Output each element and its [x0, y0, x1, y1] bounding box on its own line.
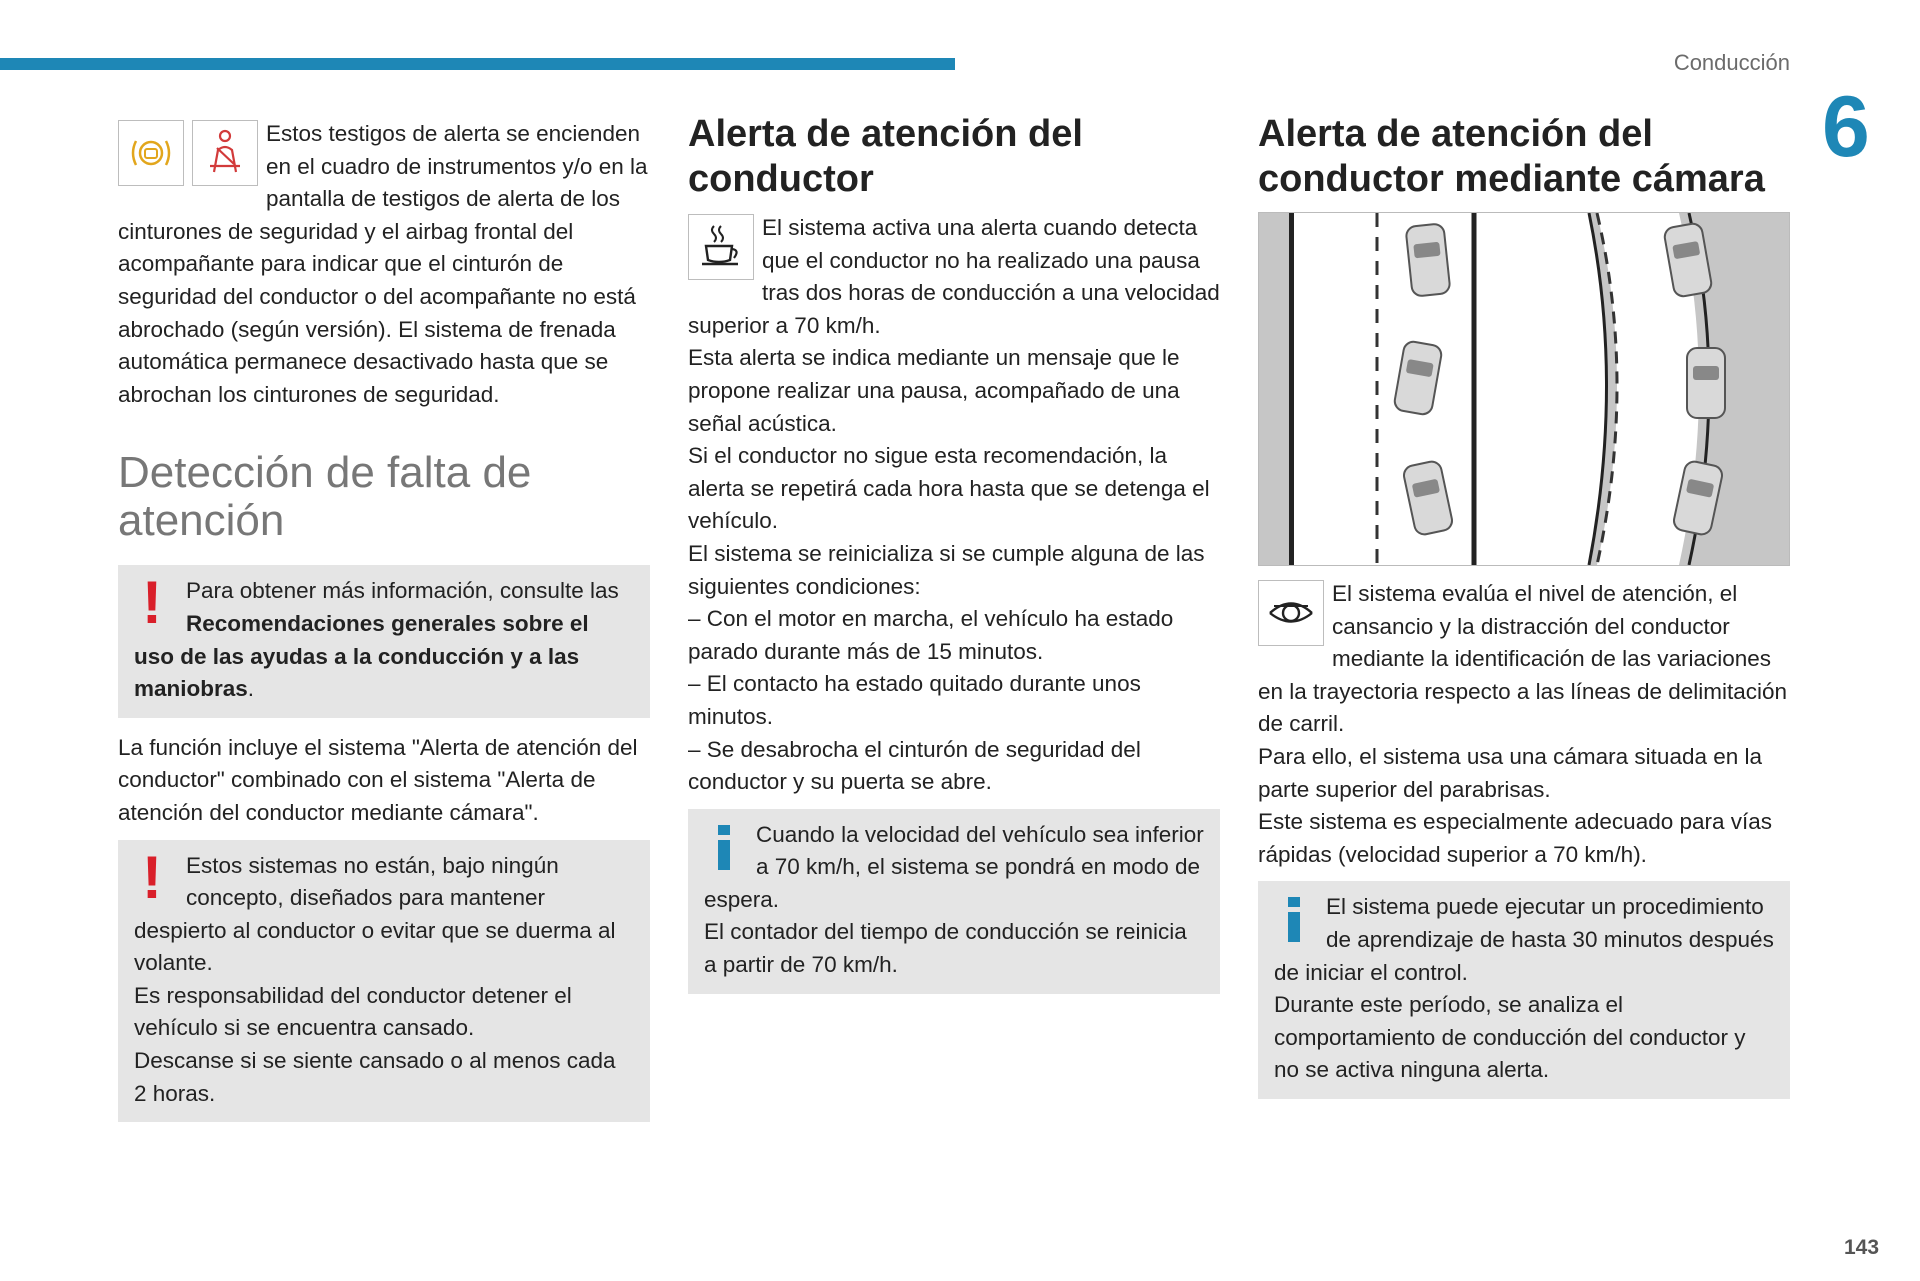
- heading-driver-attention: Alerta de atención del conductor: [688, 113, 1083, 200]
- heading-inattention: Detección de falta de atención: [118, 448, 532, 546]
- warning2-line3: Descanse si se siente cansado o al menos cada 2 horas.: [134, 1048, 616, 1106]
- info3-line2: Durante este período, se analiza el comportamiento de conducción del conductor y no se activa ninguna alerta.: [1274, 992, 1746, 1083]
- eye-camera-icon: [1258, 580, 1324, 646]
- page-number: 143: [1844, 1236, 1880, 1259]
- col3-p3: Este sistema es especialmente adecuado para vías rápidas (velocidad superior a 70 km/h).: [1258, 809, 1773, 867]
- warning2-line1: Estos sistemas no están, bajo ningún concepto, diseñados para mantener despierto al conductor o evitar que se duerma al volante.: [134, 852, 616, 976]
- col2-p2: Esta alerta se indica mediante un mensaje que le propone realizar una pausa, acompañado de una señal acústica.: [688, 345, 1180, 436]
- col2-p4: El sistema se reinicializa si se cumple alguna de las siguientes condiciones:: [688, 540, 1205, 599]
- column-3: [1258, 112, 1790, 1113]
- seatbelt-warning-icon: [118, 120, 184, 186]
- passenger-seatbelt-icon: [192, 120, 258, 186]
- column-1: [118, 118, 650, 1136]
- col3-p1: El sistema evalúa el nivel de atención, el cansancio y la distracción del conductor mediante la identificación de las variaciones en la trayectoria respecto a las líneas de delimitación de carril.: [1258, 581, 1788, 737]
- reset-condition-1: – Con el motor en marcha, el vehículo ha estado parado durante más de 15 minutos.: [688, 606, 1174, 664]
- info-icon: [704, 819, 756, 877]
- warning1-end: .: [247, 676, 255, 702]
- warning2-line2: Es responsabilidad del conductor detener el vehículo si se encuentra cansado.: [134, 982, 572, 1041]
- col2-p1: El sistema activa una alerta cuando detecta que el conductor no ha realizado una pausa tras dos horas de conducción a una velocidad superior a 70 km/h.: [688, 215, 1220, 338]
- info2-line1: Cuando la velocidad del vehículo sea inferior a 70 km/h, el sistema se pondrá en modo de espera.: [704, 821, 1204, 912]
- header-accent-bar: [0, 58, 955, 70]
- info-note-col2: [688, 809, 1220, 994]
- warning1-text: Para obtener más información, consulte las: [186, 578, 619, 604]
- warning-note-1: [118, 565, 650, 717]
- col3-p2: Para ello, el sistema usa una cámara situada en la parte superior del parabrisas.: [1258, 743, 1763, 802]
- info3-line1: El sistema puede ejecutar un procedimiento de aprendizaje de hasta 30 minutos después de iniciar el control.: [1274, 894, 1774, 985]
- lane-drift-illustration: [1258, 212, 1790, 566]
- reset-condition-3: – Se desabrocha el cinturón de seguridad del conductor y su puerta se abre.: [688, 736, 1141, 795]
- warning-icon: !: [142, 569, 162, 637]
- info2-line2: El contador del tiempo de conducción se reinicia a partir de 70 km/h.: [704, 919, 1187, 978]
- column-2: [688, 112, 1220, 1008]
- heading-camera-attention: Alerta de atención del conductor mediante cámara: [1258, 113, 1765, 200]
- info-icon: [1274, 891, 1326, 949]
- col2-p3: Si el conductor no sigue esta recomendación, la alerta se repetirá cada hora hasta que se detenga el vehículo.: [688, 443, 1210, 534]
- warning-icon: !: [142, 843, 162, 911]
- warning-note-2: [118, 840, 650, 1123]
- warning1-link-text: Recomendaciones generales sobre el uso de las ayudas a la conducción y a las maniobras: [134, 610, 589, 702]
- reset-condition-2: – El contacto ha estado quitado durante unos minutos.: [688, 671, 1141, 729]
- info-note-col3: [1258, 881, 1790, 1099]
- coffee-cup-icon: [688, 214, 754, 280]
- function-description: La función incluye el sistema "Alerta de atención del conductor" combinado con el sistema "Alerta de atención del conductor mediante cámara".: [118, 734, 638, 825]
- seatbelt-intro-text: Estos testigos de alerta se encienden en el cuadro de instrumentos y/o en la pantalla de testigos de alerta de los cinturones de seguridad y el airbag frontal del acompañante para indicar que el cinturón de seguridad del conductor o del acompañante no está abrochado (según versión). El sistema de frenada automática permanece desactivado hasta que se abrochan los cinturones de seguridad.: [118, 121, 648, 407]
- chapter-number: 6: [1822, 79, 1870, 175]
- section-title: Conducción: [1673, 50, 1790, 75]
